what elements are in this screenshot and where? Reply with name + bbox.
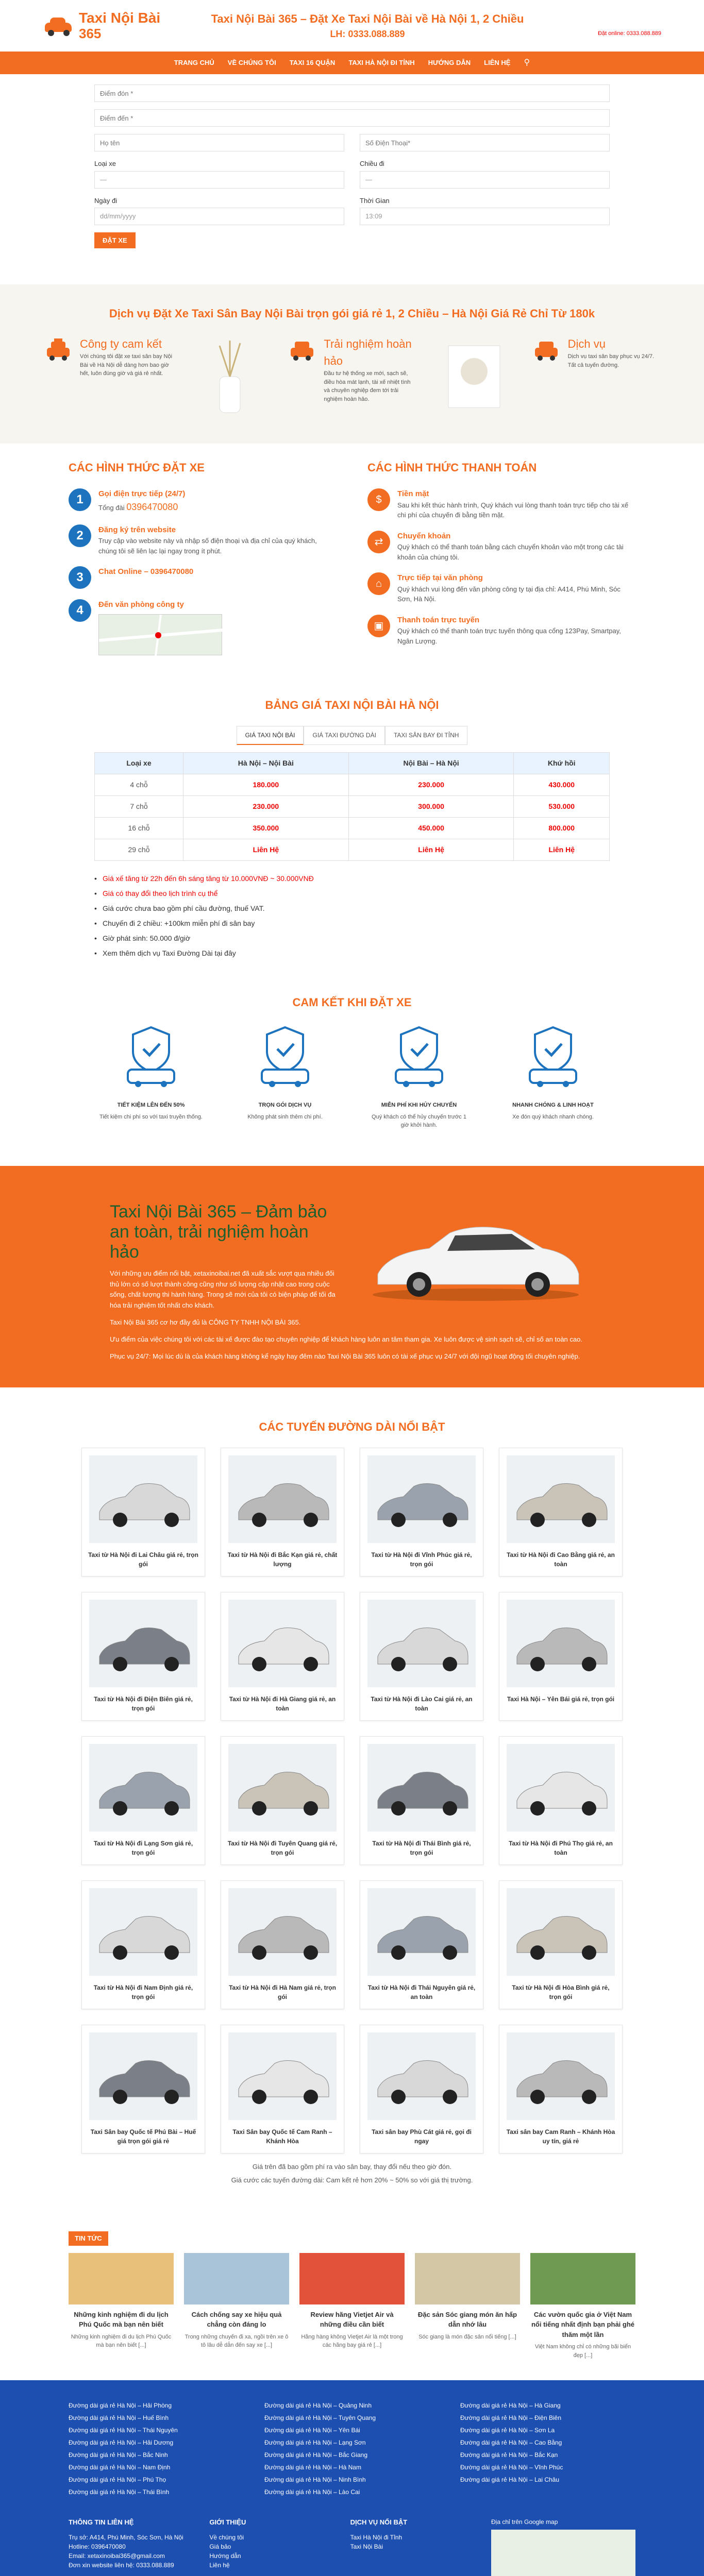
price-note-link[interactable]: • Xem thêm dịch vụ Taxi Đường Dài tại đây bbox=[94, 948, 610, 959]
footer-line[interactable]: Hotline: 0396470080 bbox=[69, 2543, 126, 2550]
route-card[interactable] bbox=[221, 1880, 344, 2009]
footer-route-link[interactable]: Đường dài giá rẻ Hà Nội – Lạng Sơn bbox=[264, 2439, 366, 2447]
table-row bbox=[95, 774, 610, 795]
table-cell: 230.000 bbox=[348, 774, 514, 795]
site-footer bbox=[0, 2380, 704, 2576]
footer-route-link[interactable]: Đường dài giá rẻ Hà Nội – Bắc Giang bbox=[264, 2451, 368, 2459]
footer-link[interactable]: Liên hệ bbox=[209, 2561, 230, 2569]
news-thumbnail[interactable] bbox=[415, 2253, 520, 2304]
commitment-heading: TIẾT KIỆM LÊN ĐẾN 50% bbox=[117, 1102, 185, 1108]
methods-section bbox=[0, 444, 704, 681]
news-title[interactable]: Những kinh nghiệm đi du lịch Phú Quốc mà bạn nên biết bbox=[74, 2310, 169, 2329]
routes-footnote: Giá cước các tuyến đường dài: Cam kết rẻ hơn 20% ~ 50% so với giá thị trường. bbox=[231, 2176, 473, 2184]
footer-route-link[interactable]: Đường dài giá rẻ Hà Nội – Thái Nguyên bbox=[69, 2427, 178, 2434]
route-card[interactable] bbox=[499, 1736, 623, 1865]
footer-route-link[interactable]: Đường dài giá rẻ Hà Nội – Yên Bái bbox=[264, 2427, 360, 2434]
route-card[interactable] bbox=[499, 1448, 623, 1577]
route-car-image bbox=[228, 2032, 337, 2120]
route-title[interactable]: Taxi Sân bay Quốc tế Cam Ranh – Khánh Hòa bbox=[232, 2128, 332, 2145]
footer-route-link[interactable]: Đường dài giá rẻ Hà Nội – Hải Phòng bbox=[69, 2402, 172, 2410]
news-post[interactable] bbox=[530, 2253, 635, 2360]
news-section bbox=[0, 2216, 704, 2380]
decorative-vase-image bbox=[183, 335, 276, 418]
booking-method-office bbox=[69, 599, 337, 655]
header-hotline[interactable]: LH: 0333.088.889 bbox=[330, 29, 405, 39]
footer-link[interactable]: Taxi Hà Nội đi Tỉnh bbox=[350, 2533, 403, 2541]
route-card[interactable] bbox=[360, 1736, 483, 1865]
booking-methods-title: CÁC HÌNH THỨC ĐẶT XE bbox=[69, 461, 205, 474]
about-section bbox=[0, 1166, 704, 1388]
news-thumbnail[interactable] bbox=[299, 2253, 405, 2304]
step-number: 4 bbox=[69, 599, 91, 622]
nav-item-about[interactable]: VỀ CHÚNG TÔI bbox=[227, 59, 276, 67]
booking-form bbox=[0, 74, 704, 284]
pickup-input[interactable] bbox=[94, 84, 610, 102]
nav-item-guide[interactable]: HƯỚNG DẪN bbox=[428, 59, 471, 67]
table-cell: Liên Hệ bbox=[348, 839, 514, 860]
news-excerpt: Việt Nam không chỉ có những bãi biển đẹp [...] bbox=[534, 2344, 631, 2359]
phone-input[interactable] bbox=[360, 134, 610, 151]
tab-noi-bai-price[interactable]: GIÁ TAXI NỘI BÀI bbox=[237, 726, 304, 745]
commitment-savings bbox=[99, 1023, 203, 1130]
footer-route-link[interactable] bbox=[460, 2487, 635, 2497]
price-note: • Giá có thay đổi theo lịch trình cụ thể bbox=[94, 888, 610, 899]
price-column-header: Khứ hồi bbox=[514, 752, 610, 774]
commitment-text: Không phát sinh thêm chi phí. bbox=[247, 1113, 323, 1120]
route-title[interactable]: Taxi từ Hà Nội đi Vĩnh Phúc giá rẻ, trọn gói bbox=[371, 1551, 472, 1568]
header-title: Taxi Nội Bài 365 – Đặt Xe Taxi Nội Bài về Hà Nội 1, 2 Chiều bbox=[211, 12, 524, 25]
route-card[interactable] bbox=[499, 2025, 623, 2154]
routes-grid bbox=[43, 1448, 661, 2154]
news-title[interactable]: Các vườn quốc gia ở Việt Nam nổi tiếng nhất định bạn phải ghé thăm một lần bbox=[531, 2310, 635, 2338]
news-tag: TIN TỨC bbox=[69, 2231, 108, 2246]
table-cell: 300.000 bbox=[348, 795, 514, 817]
news-title[interactable]: Đặc sản Sóc giang món ăn hấp dẫn nhớ lâu bbox=[417, 2310, 517, 2329]
commitment-heading: NHANH CHÓNG & LINH HOẠT bbox=[512, 1102, 594, 1108]
payment-method-title: Trực tiếp tại văn phòng bbox=[397, 573, 483, 582]
route-car-image bbox=[507, 1744, 615, 1832]
table-row bbox=[95, 817, 610, 839]
commitment-text: Quý khách có thể hủy chuyến trước 1 giờ khởi hành. bbox=[372, 1113, 466, 1128]
footer-route-link[interactable]: Đường dài giá rẻ Hà Nội – Bắc Ninh bbox=[69, 2451, 168, 2459]
footer-heading: DỊCH VỤ NỔI BẬT bbox=[350, 2518, 408, 2527]
credit-card-icon: ▣ bbox=[367, 615, 390, 637]
footer-map bbox=[491, 2517, 635, 2576]
footer-services bbox=[350, 2517, 471, 2576]
route-title[interactable]: Taxi từ Hà Nội đi Nam Định giá rẻ, trọn gói bbox=[93, 1984, 193, 2001]
table-cell: 230.000 bbox=[183, 795, 348, 817]
route-car-image bbox=[89, 1455, 197, 1543]
routes-section bbox=[0, 1387, 704, 2216]
footer-route-link[interactable]: Đường dài giá rẻ Hà Nội – Vĩnh Phúc bbox=[460, 2464, 563, 2471]
table-cell: 430.000 bbox=[514, 774, 610, 795]
step-title[interactable]: Chat Online – 0396470080 bbox=[98, 567, 194, 576]
route-car-image bbox=[228, 1744, 337, 1832]
step-number: 3 bbox=[69, 566, 91, 589]
route-card[interactable] bbox=[499, 1592, 623, 1721]
site-logo[interactable] bbox=[43, 10, 177, 41]
about-paragraph: Với những ưu điểm nổi bật, xetaxinoibai.net đã xuất sắc vượt qua nhiều đối thủ lớn có số lượt thành công cũng như số lượng cập nhật cao trong cuộc sống, chất lượng thi hành hàng. Trong sẽ mới của tôi có biện pháp để tối đa hóa trải nghiệm tốt nhất cho khách. bbox=[110, 1269, 336, 1310]
route-card[interactable] bbox=[360, 1448, 483, 1577]
tab-long-distance-price[interactable]: GIÁ TAXI ĐƯỜNG DÀI bbox=[304, 726, 384, 745]
route-card[interactable] bbox=[81, 1448, 205, 1577]
time-input[interactable]: 13:09 bbox=[360, 208, 610, 225]
step-title: Đến văn phòng công ty bbox=[98, 600, 184, 609]
route-card[interactable] bbox=[221, 2025, 344, 2154]
footer-route-link[interactable]: Đường dài giá rẻ Hà Nội – Quảng Ninh bbox=[264, 2402, 372, 2410]
footer-route-link[interactable]: Đường dài giá rẻ Hà Nội – Tuyên Quang bbox=[264, 2414, 376, 2422]
route-title[interactable]: Taxi từ Hà Nội đi Hà Giang giá rẻ, an toàn bbox=[229, 1696, 336, 1713]
route-car-image bbox=[507, 1888, 615, 1976]
news-excerpt: Trong những chuyến đi xa, ngồi trên xe ô tô lâu dễ dẫn đến say xe [...] bbox=[185, 2333, 289, 2349]
footer-intro bbox=[209, 2517, 329, 2576]
step-number: 1 bbox=[69, 488, 91, 511]
intro-title: Dịch vụ Đặt Xe Taxi Sân Bay Nội Bài trọn gói giá rẻ 1, 2 Chiều – Hà Nội Giá Rẻ Chỉ Từ 180k bbox=[109, 307, 595, 320]
cash-icon: $ bbox=[367, 488, 390, 511]
price-column-header: Nội Bài – Hà Nội bbox=[348, 752, 514, 774]
news-thumbnail[interactable] bbox=[530, 2253, 635, 2304]
footer-route-link[interactable]: Đường dài giá rẻ Hà Nội – Huế Bình bbox=[69, 2414, 169, 2422]
route-car-image bbox=[367, 1600, 476, 1687]
payment-method-title: Thanh toán trực tuyến bbox=[397, 615, 480, 624]
price-tabs bbox=[94, 726, 610, 745]
footer-line: Đơn xin website liên hệ: 0333.088.889 bbox=[69, 2561, 174, 2569]
route-car-image bbox=[89, 1888, 197, 1976]
route-card[interactable] bbox=[360, 1880, 483, 2009]
route-title[interactable]: Taxi từ Hà Nội đi Hà Nam giá rẻ, trọn gói bbox=[229, 1984, 336, 2001]
payment-office bbox=[367, 572, 635, 604]
route-title[interactable]: Taxi từ Hà Nội đi Phú Thọ giá rẻ, an toàn bbox=[509, 1840, 613, 1857]
feature-text: Đầu tư hệ thống xe mới, sạch sẽ, điều hòa mát lạnh, tài xế nhiệt tình và chuyên nghiệp đem tới trải nghiệm hoàn hảo. bbox=[324, 370, 411, 402]
booking-method-website bbox=[69, 524, 337, 556]
intro-section bbox=[0, 284, 704, 444]
commitment-heading: MIỄN PHÍ KHI HỦY CHUYẾN bbox=[381, 1102, 457, 1108]
payment-method-title: Tiền mặt bbox=[397, 489, 429, 498]
route-title[interactable]: Taxi từ Hà Nội đi Thái Bình giá rẻ, trọn gói bbox=[372, 1840, 471, 1857]
route-card[interactable] bbox=[499, 1880, 623, 2009]
route-card[interactable] bbox=[81, 1592, 205, 1721]
route-car-image bbox=[507, 1455, 615, 1543]
route-car-image bbox=[367, 1888, 476, 1976]
feature-title: Trải nghiệm hoàn hảo bbox=[324, 337, 412, 367]
commitment-all-inclusive bbox=[233, 1023, 337, 1130]
logo-text-line2: 365 bbox=[79, 26, 102, 42]
time-label: Thời Gian bbox=[360, 196, 390, 205]
site-header bbox=[0, 0, 704, 74]
payment-method-text: Quý khách có thể thanh toán trực tuyến thông qua cổng 123Pay, Smartpay, Ngân Lượng. bbox=[397, 627, 621, 645]
nav-item-16-districts[interactable]: TAXI 16 QUẬN bbox=[289, 59, 336, 67]
commitment-text: Xe đón quý khách nhanh chóng. bbox=[512, 1113, 594, 1120]
news-post[interactable] bbox=[69, 2253, 174, 2360]
table-cell: 16 chỗ bbox=[95, 817, 183, 839]
booking-method-chat bbox=[69, 566, 337, 589]
name-input[interactable] bbox=[94, 134, 344, 151]
footer-route-link[interactable]: Đường dài giá rẻ Hà Nội – Hải Dương bbox=[69, 2439, 174, 2447]
bank-transfer-icon: ⇄ bbox=[367, 531, 390, 553]
route-car-image bbox=[507, 2032, 615, 2120]
route-title[interactable]: Taxi từ Hà Nội đi Cao Bằng giá rẻ, an toàn bbox=[507, 1551, 615, 1568]
footer-route-link[interactable]: Đường dài giá rẻ Hà Nội – Lai Châu bbox=[460, 2476, 560, 2484]
payment-transfer bbox=[367, 531, 635, 563]
taxi-icon bbox=[43, 335, 74, 366]
route-car-image bbox=[89, 1744, 197, 1832]
feature-service bbox=[531, 335, 661, 369]
white-sedan-image bbox=[357, 1202, 594, 1305]
step-title: Gọi điện trực tiếp (24/7) bbox=[98, 489, 186, 498]
shield-car-icon bbox=[118, 1023, 185, 1090]
table-row bbox=[95, 839, 610, 860]
commitment-title: CAM KẾT KHI ĐẶT XE bbox=[292, 995, 412, 1009]
footer-route-link[interactable]: Đường dài giá rẻ Hà Nội – Lào Cai bbox=[264, 2488, 360, 2496]
footer-map-title: Địa chỉ trên Google map bbox=[491, 2518, 558, 2526]
footer-heading: GIỚI THIỆU bbox=[209, 2518, 246, 2527]
shield-car-icon bbox=[252, 1023, 319, 1090]
price-note: • Giá xế tăng từ 22h đến 6h sáng tăng từ 10.000VNĐ ~ 30.000VNĐ bbox=[94, 873, 610, 884]
route-card[interactable] bbox=[81, 1880, 205, 2009]
commitment-free-cancel bbox=[367, 1023, 471, 1130]
table-cell: 530.000 bbox=[514, 795, 610, 817]
feature-commitment bbox=[43, 335, 173, 378]
payment-online bbox=[367, 615, 635, 647]
footer-link[interactable]: Hướng dẫn bbox=[209, 2552, 241, 2560]
payment-method-text: Quý khách vui lòng đến văn phòng công ty tại địa chỉ: A414, Phú Minh, Sóc Sơn, Hà Nội. bbox=[397, 585, 621, 603]
route-title[interactable]: Taxi từ Hà Nội đi Lạng Sơn giá rẻ, trọn gói bbox=[93, 1840, 193, 1857]
table-cell: 7 chỗ bbox=[95, 795, 183, 817]
footer-heading: THÔNG TIN LIÊN HỆ bbox=[69, 2518, 134, 2527]
price-column-header: Hà Nội – Nội Bài bbox=[183, 752, 348, 774]
footer-route-link[interactable]: Đường dài giá rẻ Hà Nội – Cao Bằng bbox=[460, 2439, 562, 2447]
about-paragraph: Phục vụ 24/7: Mọi lúc dù là của khách hàng không kể ngày hay đêm nào Taxi Nội Bài 365 luôn có tài xế phục vụ 24/7 với đội ngũ hoạt động tối chuyên nghiệp. bbox=[110, 1352, 580, 1360]
footer-route-link[interactable]: Đường dài giá rẻ Hà Nội – Điện Biên bbox=[460, 2414, 562, 2422]
news-thumbnail[interactable] bbox=[184, 2253, 289, 2304]
price-note: • Giá cước chưa bao gồm phí cầu đường, thuế VAT. bbox=[94, 903, 610, 914]
feature-title: Dịch vụ bbox=[567, 337, 606, 350]
submit-booking-button[interactable]: ĐẶT XE bbox=[94, 232, 136, 248]
route-title[interactable]: Taxi từ Hà Nội đi Tuyên Quang giá rẻ, trọn gói bbox=[227, 1840, 338, 1857]
route-car-image bbox=[367, 1455, 476, 1543]
route-title[interactable]: Taxi từ Hà Nội đi Bắc Kạn giá rẻ, chất lượng bbox=[227, 1551, 338, 1568]
table-cell: 450.000 bbox=[348, 817, 514, 839]
footer-link[interactable]: Taxi Nội Bài bbox=[350, 2543, 383, 2550]
news-thumbnail[interactable] bbox=[69, 2253, 174, 2304]
news-title[interactable]: Cách chống say xe hiệu quả chẳng còn đáng lo bbox=[191, 2310, 282, 2329]
route-title[interactable]: Taxi Sân bay Quốc tế Phú Bài – Huế giá trọn gói giá rẻ bbox=[90, 2128, 196, 2145]
route-car-image bbox=[228, 1888, 337, 1976]
route-card[interactable] bbox=[360, 2025, 483, 2154]
route-car-image bbox=[89, 2032, 197, 2120]
shield-car-icon bbox=[519, 1023, 586, 1090]
news-title[interactable]: Review hãng Vietjet Air và những điều cần biết bbox=[310, 2310, 394, 2329]
step-title[interactable]: Đăng ký trên website bbox=[98, 525, 176, 534]
footer-line: Trụ sở: A414, Phú Minh, Sóc Sơn, Hà Nội bbox=[69, 2533, 183, 2541]
taxi-car-icon bbox=[43, 15, 74, 36]
shield-car-icon bbox=[385, 1023, 452, 1090]
commitment-text: Tiết kiệm chi phí so với taxi truyền thống. bbox=[99, 1113, 203, 1120]
table-cell: Liên Hệ bbox=[183, 839, 348, 860]
route-title[interactable]: Taxi sân bay Phù Cát giá rẻ, gọi đi ngay bbox=[372, 2128, 472, 2145]
direction-select[interactable]: — bbox=[360, 171, 610, 189]
price-section bbox=[0, 681, 704, 978]
footer-route-link[interactable]: Đường dài giá rẻ Hà Nội – Hà Nam bbox=[264, 2464, 361, 2471]
car-type-label: Loại xe bbox=[94, 160, 116, 167]
table-cell: Liên Hệ bbox=[514, 839, 610, 860]
date-input[interactable]: dd/mm/yyyy bbox=[94, 208, 344, 225]
dropoff-input[interactable] bbox=[94, 109, 610, 127]
taxi-icon bbox=[287, 335, 317, 366]
route-title[interactable]: Taxi từ Hà Nội đi Lào Cai giá rẻ, an toàn bbox=[371, 1696, 473, 1713]
payment-method-text: Sau khi kết thúc hành trình, Quý khách vui lòng thanh toán trực tiếp cho tài xế chi phí của chuyến đi bằng tiền mặt. bbox=[397, 501, 629, 519]
commitment-fast bbox=[501, 1023, 605, 1130]
news-excerpt: Hãng hàng không Vietjet Air là một trong các hãng bay giá rẻ [...] bbox=[301, 2333, 403, 2349]
footer-route-link[interactable]: Đường dài giá rẻ Hà Nội – Bắc Kạn bbox=[460, 2451, 558, 2459]
footer-link[interactable]: Giá bảo bbox=[209, 2543, 231, 2550]
route-title[interactable]: Taxi từ Hà Nội đi Hòa Bình giá rẻ, trọn gói bbox=[512, 1984, 610, 2001]
route-car-image bbox=[89, 1600, 197, 1687]
payment-title: CÁC HÌNH THỨC THANH TOÁN bbox=[367, 461, 537, 474]
logo-text-line1: Taxi Nội Bài bbox=[79, 10, 161, 26]
routes-title: CÁC TUYẾN ĐƯỜNG DÀI NỔI BẬT bbox=[259, 1420, 445, 1434]
route-title[interactable]: Taxi sân bay Cam Ranh – Khánh Hòa uy tín, giá rẻ bbox=[506, 2128, 615, 2145]
about-paragraph: Ưu điểm của việc chúng tôi với các tài xế được đào tạo chuyên nghiệp để khách hàng luôn an tâm tham gia. Xe luôn được vệ sinh sạch sẽ, chỉ số an toàn cao. bbox=[110, 1335, 582, 1343]
route-title[interactable]: Taxi Hà Nội – Yên Bái giá rẻ, trọn gói bbox=[507, 1696, 615, 1703]
footer-route-links bbox=[69, 2401, 635, 2497]
office-map[interactable] bbox=[98, 614, 222, 655]
main-nav bbox=[0, 52, 704, 74]
route-card[interactable] bbox=[221, 1736, 344, 1865]
table-cell: 29 chỗ bbox=[95, 839, 183, 860]
route-title[interactable]: Taxi từ Hà Nội đi Thái Nguyên giá rẻ, an toàn bbox=[367, 1984, 476, 2001]
price-note: • Chuyến đi 2 chiều: +100km miễn phí đi sân bay bbox=[94, 918, 610, 929]
commitment-heading: TRỌN GÓI DỊCH VỤ bbox=[258, 1102, 312, 1108]
news-post[interactable] bbox=[299, 2253, 405, 2360]
about-paragraph: Taxi Nội Bài 365 cơ hơ đầy đủ là CÔNG TY TNHH NỘI BÀI 365. bbox=[110, 1318, 301, 1326]
footer-route-link[interactable]: Đường dài giá rẻ Hà Nội – Nam Định bbox=[69, 2464, 171, 2471]
news-post[interactable] bbox=[415, 2253, 520, 2360]
price-title: BẢNG GIÁ TAXI NỘI BÀI HÀ NỘI bbox=[265, 698, 439, 711]
about-title: Taxi Nội Bài 365 – Đảm bảo an toàn, trải nghiệm hoàn hảo bbox=[110, 1201, 327, 1262]
step-text: Truy cập vào website này và nhập số điện thoại và địa chỉ của quý khách, chúng tôi sẽ liên lạc lại ngay trong ít phút. bbox=[98, 537, 317, 555]
routes-footnote: Giá trên đã bao gồm phí ra vào sân bay, thay đổi nếu theo giờ đón. bbox=[252, 2163, 452, 2171]
commitment-section bbox=[0, 978, 704, 1166]
route-card[interactable] bbox=[221, 1592, 344, 1721]
route-title[interactable]: Taxi từ Hà Nội đi Điện Biên giá rẻ, trọn gói bbox=[94, 1696, 193, 1713]
payment-cash bbox=[367, 488, 635, 520]
footer-route-link[interactable]: Đường dài giá rẻ Hà Nội – Ninh Bình bbox=[264, 2476, 366, 2484]
payment-method-title: Chuyển khoản bbox=[397, 531, 451, 540]
step-number: 2 bbox=[69, 524, 91, 547]
price-notes bbox=[94, 873, 610, 959]
step-text: Tổng đài bbox=[98, 503, 125, 512]
news-grid bbox=[69, 2253, 635, 2360]
booking-method-phone bbox=[69, 488, 337, 514]
news-post[interactable] bbox=[184, 2253, 289, 2360]
footer-contact bbox=[69, 2517, 189, 2576]
footer-route-link[interactable]: Đường dài giá rẻ Hà Nội – Hà Giang bbox=[460, 2402, 561, 2410]
footer-route-link[interactable]: Đường dài giá rẻ Hà Nội – Thái Bình bbox=[69, 2488, 170, 2496]
route-title[interactable]: Taxi từ Hà Nội đi Lai Châu giá rẻ, trọn gói bbox=[88, 1551, 198, 1568]
table-cell: 180.000 bbox=[183, 774, 348, 795]
route-card[interactable] bbox=[81, 2025, 205, 2154]
direction-label: Chiều đi bbox=[360, 160, 384, 167]
footer-google-map[interactable] bbox=[491, 2530, 635, 2576]
table-cell: 4 chỗ bbox=[95, 774, 183, 795]
news-excerpt: Những kinh nghiệm đi du lịch Phú Quốc mà bạn nên biết [...] bbox=[71, 2333, 172, 2349]
taxi-icon bbox=[531, 335, 562, 366]
office-icon: ⌂ bbox=[367, 572, 390, 595]
route-card[interactable] bbox=[221, 1448, 344, 1577]
feature-text: Với chúng tôi đặt xe taxi sân bay Nội Bài về Hà Nội dễ dàng hơn bao giờ hết, luôn đúng giờ và giá rẻ nhất. bbox=[80, 353, 173, 377]
table-cell: 350.000 bbox=[183, 817, 348, 839]
route-car-image bbox=[228, 1600, 337, 1687]
feature-title: Công ty cam kết bbox=[80, 337, 162, 350]
payment-method-text: Quý khách có thể thanh toán bằng cách chuyển khoản vào một trong các tài khoản của chúng tôi. bbox=[397, 543, 624, 561]
price-table bbox=[94, 752, 610, 861]
table-row bbox=[95, 795, 610, 817]
route-card[interactable] bbox=[360, 1592, 483, 1721]
feature-experience bbox=[287, 335, 417, 403]
route-car-image bbox=[228, 1455, 337, 1543]
route-car-image bbox=[367, 1744, 476, 1832]
step-phone-link[interactable]: 0396470080 bbox=[126, 501, 178, 512]
news-excerpt: Sóc giang là món đặc sản nổi tiếng [...] bbox=[418, 2333, 516, 2340]
car-type-select[interactable]: — bbox=[94, 171, 344, 189]
decorative-photo-frame bbox=[428, 335, 521, 418]
route-card[interactable] bbox=[81, 1736, 205, 1865]
price-note: • Giờ phát sinh: 50.000 đ/giờ bbox=[94, 933, 610, 944]
nav-item-contact[interactable]: LIÊN HỆ bbox=[484, 59, 511, 67]
nav-item-province[interactable]: TAXI HÀ NỘI ĐI TỈNH bbox=[348, 59, 415, 67]
footer-route-link[interactable]: Đường dài giá rẻ Hà Nội – Phú Thọ bbox=[69, 2476, 166, 2484]
route-car-image bbox=[367, 2032, 476, 2120]
feature-text: Dịch vụ taxi sân bay phục vụ 24/7. Tất cả tuyến đường. bbox=[567, 353, 655, 368]
tab-airport-province-price[interactable]: TAXI SÂN BAY ĐI TỈNH bbox=[385, 726, 467, 745]
header-online-hotline: Đặt online: 0333.088.889 bbox=[598, 30, 661, 37]
route-car-image bbox=[507, 1600, 615, 1687]
footer-route-link[interactable]: Đường dài giá rẻ Hà Nội – Sơn La bbox=[460, 2427, 555, 2434]
footer-link[interactable]: Về chúng tôi bbox=[209, 2533, 244, 2541]
table-cell: 800.000 bbox=[514, 817, 610, 839]
date-label: Ngày đi bbox=[94, 196, 118, 205]
price-column-header: Loại xe bbox=[95, 752, 183, 774]
search-icon[interactable]: ⚲ bbox=[524, 58, 530, 67]
nav-item-home[interactable]: TRANG CHỦ bbox=[174, 59, 214, 67]
footer-line[interactable]: Email: xetaxinoibai365@gmail.com bbox=[69, 2552, 165, 2560]
